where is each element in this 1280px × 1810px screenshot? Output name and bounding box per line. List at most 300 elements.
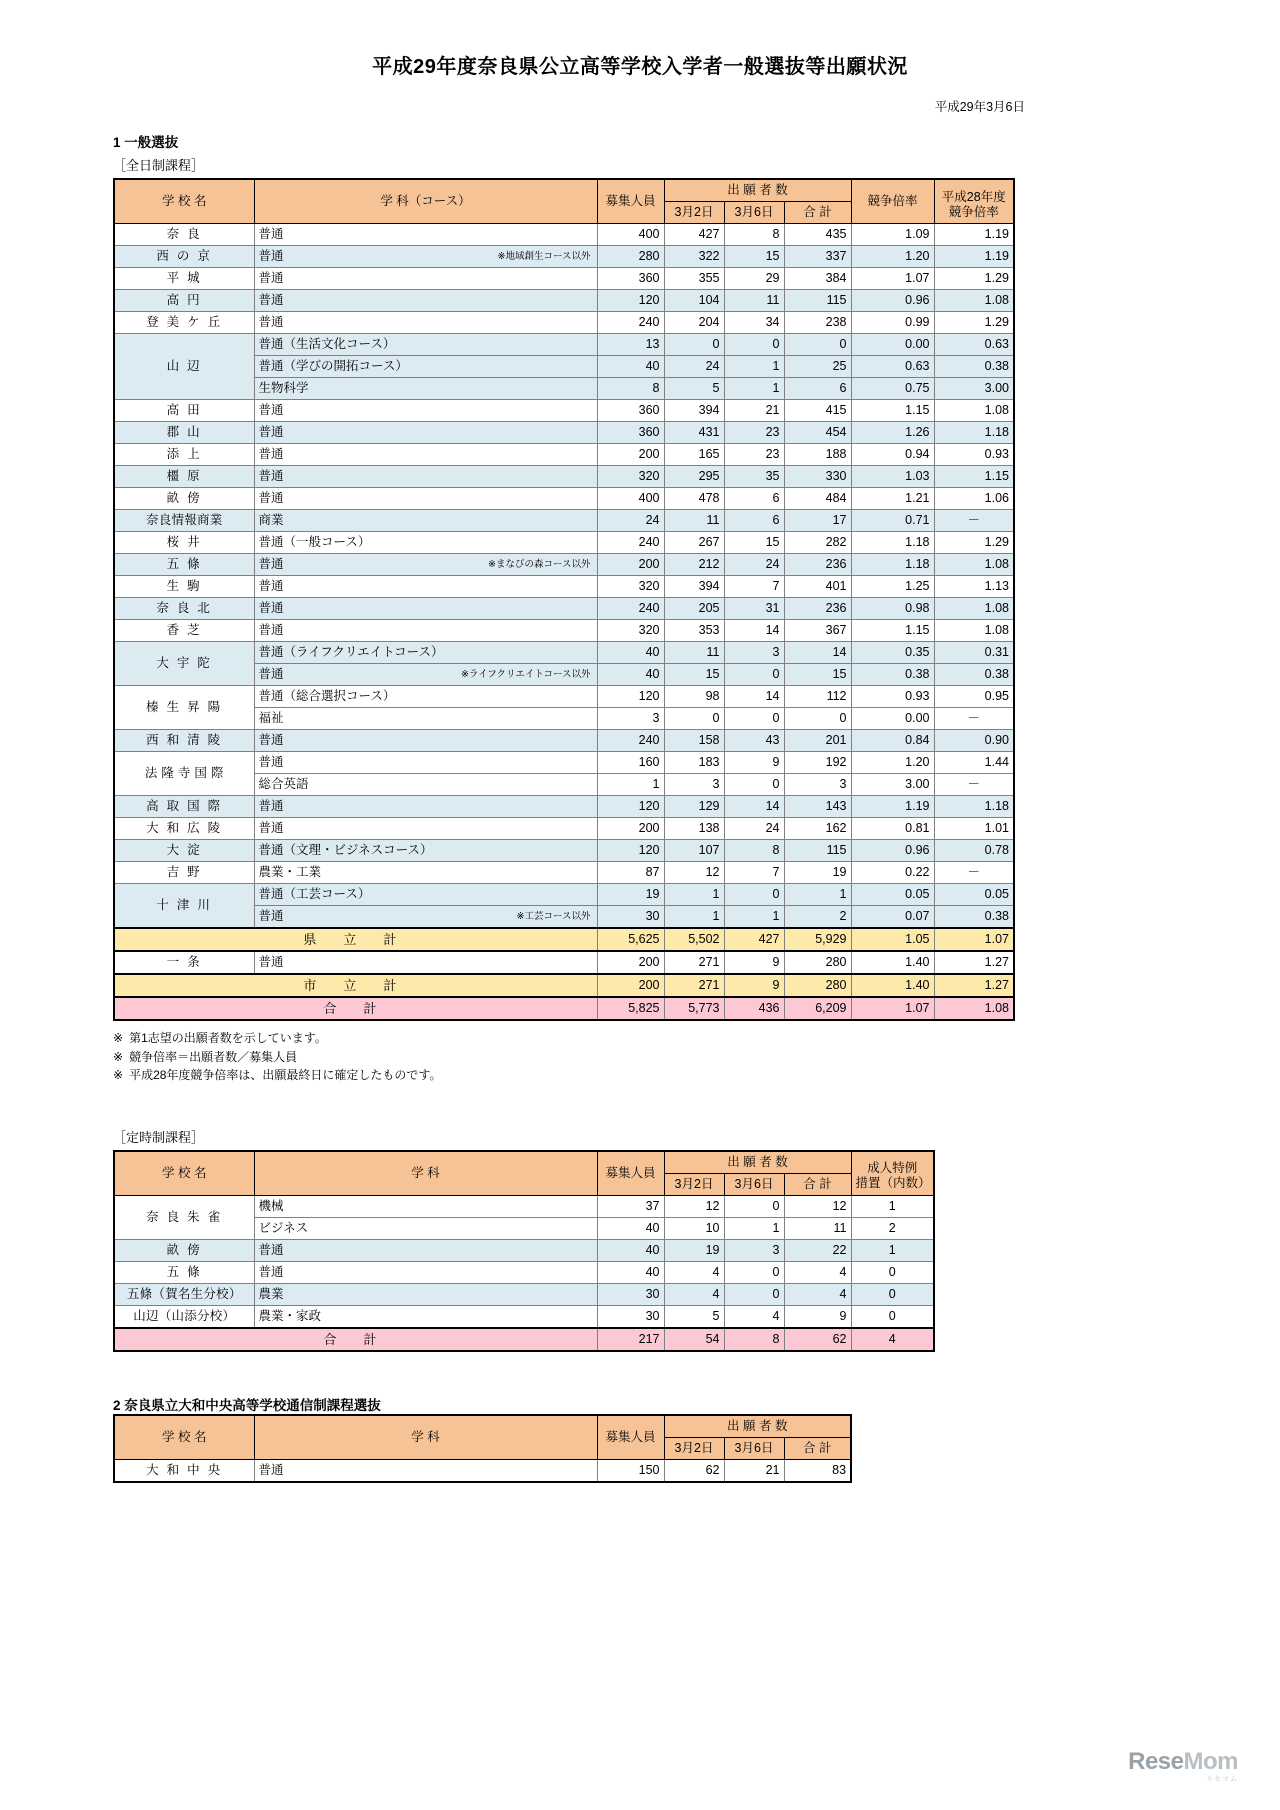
table-row <box>114 312 1014 334</box>
prev-ratio-cell: 1.19 <box>934 246 1014 268</box>
table-row <box>114 951 1014 974</box>
applicants-total-cell: 401 <box>784 576 851 598</box>
applicants-total-cell: 25 <box>784 356 851 378</box>
school-name-cell: 高 田 <box>114 400 254 422</box>
applicants-total-cell: 236 <box>784 598 851 620</box>
adult-special-cell: 2 <box>851 1217 934 1239</box>
applicants-date1-cell: 158 <box>664 730 724 752</box>
school-name-cell: 桜 井 <box>114 532 254 554</box>
capacity-cell: 24 <box>597 510 664 532</box>
col-school-2: 学 校 名 <box>114 1151 254 1196</box>
municipal-total-label: 市 立 計 <box>114 974 597 997</box>
ratio-cell: 1.18 <box>851 532 934 554</box>
capacity-cell: 360 <box>597 400 664 422</box>
department-cell: 普通 <box>254 422 597 444</box>
ratio-cell: 0.99 <box>851 312 934 334</box>
col-applicants-group: 出 願 者 数 <box>664 179 851 202</box>
department-cell: 普通（学びの開拓コース） <box>254 356 597 378</box>
applicants-date1-cell: 5 <box>664 1305 724 1328</box>
applicants-total-cell: 0 <box>784 334 851 356</box>
school-name-cell: 高 円 <box>114 290 254 312</box>
applicants-date1-cell: 11 <box>664 642 724 664</box>
applicants-date2-cell: 7 <box>724 576 784 598</box>
col-school-3: 学 校 名 <box>114 1415 254 1460</box>
department-cell: 普通 <box>254 752 597 774</box>
department-cell: 商業 <box>254 510 597 532</box>
department-cell: 普通 <box>254 1239 597 1261</box>
school-name-cell: 西 和 清 陵 <box>114 730 254 752</box>
applicants-date2-cell: 1 <box>724 378 784 400</box>
applicants-total-cell: 162 <box>784 818 851 840</box>
adult-special-cell: 0 <box>851 1261 934 1283</box>
footnote-mark: ※ <box>113 1031 124 1045</box>
school-name-cell: 生 駒 <box>114 576 254 598</box>
applicants-date2-cell: 0 <box>724 774 784 796</box>
ratio-cell: 1.18 <box>851 554 934 576</box>
applicants-total-cell: 12 <box>784 1195 851 1217</box>
col-adult-special-line1: 成人特例 <box>867 1161 918 1176</box>
prefectural-total-capacity-cell: 5,625 <box>597 928 664 951</box>
applicants-date1-cell: 394 <box>664 576 724 598</box>
applicants-date1-cell: 183 <box>664 752 724 774</box>
applicants-date1-cell: 267 <box>664 532 724 554</box>
municipal-total-prev-ratio-cell: 1.27 <box>934 974 1014 997</box>
logo-tagline: リセマム <box>1206 1776 1238 1783</box>
applicants-date2-cell: 0 <box>724 1283 784 1305</box>
applicants-date1-cell: 212 <box>664 554 724 576</box>
prev-ratio-cell: 0.31 <box>934 642 1014 664</box>
school-name-cell: 法 隆 寺 国 際 <box>114 752 254 796</box>
ratio-cell: 0.07 <box>851 906 934 929</box>
department-cell: 普通（工芸コース） <box>254 884 597 906</box>
department-cell: 普通 <box>254 576 597 598</box>
department-cell: 普通 ※工芸コース以外 <box>254 906 597 929</box>
applicants-date1-cell: 322 <box>664 246 724 268</box>
prefectural-total <box>114 928 1014 951</box>
ratio-cell: 1.07 <box>851 268 934 290</box>
applicants-total-cell: 3 <box>784 774 851 796</box>
col-capacity: 募集人員 <box>597 179 664 224</box>
col-date1-3: 3月2日 <box>664 1437 724 1459</box>
applicants-date2-cell: 15 <box>724 246 784 268</box>
applicants-date1-cell: 427 <box>664 224 724 246</box>
applicants-total-cell: 330 <box>784 466 851 488</box>
section1-heading: 1 一般選抜 <box>113 135 179 150</box>
applicants-total-cell: 2 <box>784 906 851 929</box>
prev-ratio-cell: 1.44 <box>934 752 1014 774</box>
capacity-cell: 320 <box>597 620 664 642</box>
capacity-cell: 37 <box>597 1195 664 1217</box>
department-cell: 普通 <box>254 312 597 334</box>
col-subtotal: 合 計 <box>784 202 851 224</box>
applicants-date2-cell: 9 <box>724 951 784 974</box>
applicants-date1-cell: 62 <box>664 1459 724 1482</box>
part-time-total-adult-special-cell: 4 <box>851 1328 934 1351</box>
part-time-total-applicants-date2-cell: 8 <box>724 1328 784 1351</box>
department-cell: 普通（一般コース） <box>254 532 597 554</box>
col-date2-3: 3月6日 <box>724 1437 784 1459</box>
department-cell: 生物科学 <box>254 378 597 400</box>
capacity-cell: 200 <box>597 554 664 576</box>
applicants-total-cell: 17 <box>784 510 851 532</box>
prev-ratio-cell: － <box>934 774 1014 796</box>
applicants-total-cell: 454 <box>784 422 851 444</box>
applicants-total-cell: 9 <box>784 1305 851 1328</box>
department-cell: 普通 <box>254 818 597 840</box>
applicants-total-cell: 143 <box>784 796 851 818</box>
footnote-item <box>113 1029 1280 1048</box>
department-cell: 普通 <box>254 400 597 422</box>
prev-ratio-cell: 1.19 <box>934 224 1014 246</box>
col-prev-ratio-line2: 競争倍率 <box>948 204 999 219</box>
department-note: ※工芸コース以外 <box>516 911 591 922</box>
capacity-cell: 360 <box>597 268 664 290</box>
applicants-date1-cell: 431 <box>664 422 724 444</box>
applicants-total-cell: 192 <box>784 752 851 774</box>
applicants-total-cell: 384 <box>784 268 851 290</box>
table-row <box>114 620 1014 642</box>
capacity-cell: 30 <box>597 906 664 929</box>
col-prev-ratio <box>934 179 1014 224</box>
school-name-cell: 大 和 広 陵 <box>114 818 254 840</box>
department-cell: 普通 <box>254 620 597 642</box>
prev-ratio-cell: 1.08 <box>934 620 1014 642</box>
table-row <box>114 334 1014 356</box>
applicants-date2-cell: 0 <box>724 664 784 686</box>
department-cell: 普通 ※地域創生コース以外 <box>254 246 597 268</box>
table-row <box>114 1459 851 1482</box>
applicants-date1-cell: 15 <box>664 664 724 686</box>
department-cell: 普通（ライフクリエイトコース） <box>254 642 597 664</box>
school-name-cell: 西 の 京 <box>114 246 254 268</box>
capacity-cell: 3 <box>597 708 664 730</box>
prev-ratio-cell: 0.38 <box>934 906 1014 929</box>
table-row <box>114 1195 934 1217</box>
section3-heading: 2 奈良県立大和中央高等学校通信制課程選抜 <box>113 1397 381 1413</box>
school-name-cell: 畝 傍 <box>114 1239 254 1261</box>
applicants-date2-cell: 7 <box>724 862 784 884</box>
table-row <box>114 488 1014 510</box>
footnote-item <box>113 1048 1280 1067</box>
prefectural-total-applicants-date1-cell: 5,502 <box>664 928 724 951</box>
applicants-total-cell: 188 <box>784 444 851 466</box>
school-name-cell: 大 和 中 央 <box>114 1459 254 1482</box>
school-name-cell: 五 條 <box>114 554 254 576</box>
adult-special-cell: 0 <box>851 1283 934 1305</box>
table-row <box>114 862 1014 884</box>
capacity-cell: 40 <box>597 642 664 664</box>
school-name-cell: 山 辺 <box>114 334 254 400</box>
table-row <box>114 224 1014 246</box>
applicants-date2-cell: 14 <box>724 686 784 708</box>
capacity-cell: 30 <box>597 1305 664 1328</box>
capacity-cell: 120 <box>597 796 664 818</box>
col-department-2: 学 科 <box>254 1151 597 1196</box>
ratio-cell: 1.15 <box>851 400 934 422</box>
applicants-date2-cell: 14 <box>724 620 784 642</box>
ratio-cell: 1.09 <box>851 224 934 246</box>
prev-ratio-cell: 1.15 <box>934 466 1014 488</box>
section2-subheading: ［定時制課程］ <box>113 1129 205 1145</box>
applicants-date1-cell: 12 <box>664 1195 724 1217</box>
col-subtotal-3: 合 計 <box>784 1437 851 1459</box>
grand-total-prev-ratio-cell: 1.08 <box>934 997 1014 1020</box>
col-subtotal-2: 合 計 <box>784 1173 851 1195</box>
prev-ratio-cell: 1.18 <box>934 422 1014 444</box>
prefectural-total-applicants-date2-cell: 427 <box>724 928 784 951</box>
department-cell: 普通（総合選択コース） <box>254 686 597 708</box>
prev-ratio-cell: 0.93 <box>934 444 1014 466</box>
applicants-date1-cell: 5 <box>664 378 724 400</box>
applicants-date2-cell: 1 <box>724 906 784 929</box>
prev-ratio-cell: 1.06 <box>934 488 1014 510</box>
applicants-date2-cell: 8 <box>724 840 784 862</box>
table-row <box>114 818 1014 840</box>
capacity-cell: 8 <box>597 378 664 400</box>
col-date2-2: 3月6日 <box>724 1173 784 1195</box>
col-date1: 3月2日 <box>664 202 724 224</box>
part-time-total-applicants-total-cell: 62 <box>784 1328 851 1351</box>
applicants-total-cell: 11 <box>784 1217 851 1239</box>
applicants-date2-cell: 1 <box>724 1217 784 1239</box>
applicants-total-cell: 19 <box>784 862 851 884</box>
table-row <box>114 1261 934 1283</box>
school-name-cell: 五 條 <box>114 1261 254 1283</box>
department-note: ※まなびの森コース以外 <box>488 559 591 570</box>
school-name-cell: 一 条 <box>114 951 254 974</box>
prev-ratio-cell: 0.78 <box>934 840 1014 862</box>
prev-ratio-cell: － <box>934 708 1014 730</box>
applicants-total-cell: 15 <box>784 664 851 686</box>
department-cell: 普通 <box>254 224 597 246</box>
prev-ratio-cell: 1.08 <box>934 290 1014 312</box>
part-time-total-capacity-cell: 217 <box>597 1328 664 1351</box>
school-name-cell: 奈 良 朱 雀 <box>114 1195 254 1239</box>
applicants-total-cell: 4 <box>784 1283 851 1305</box>
section1-subheading: ［全日制課程］ <box>113 158 205 173</box>
table-row <box>114 268 1014 290</box>
footnote-item <box>113 1066 1280 1085</box>
grand-total-applicants-date1-cell: 5,773 <box>664 997 724 1020</box>
col-ratio: 競争倍率 <box>851 179 934 224</box>
ratio-cell: 0.75 <box>851 378 934 400</box>
ratio-cell: 0.00 <box>851 334 934 356</box>
capacity-cell: 400 <box>597 224 664 246</box>
applicants-date2-cell: 6 <box>724 488 784 510</box>
ratio-cell: 0.38 <box>851 664 934 686</box>
general-selection-fulltime-table <box>113 178 1015 1021</box>
applicants-total-cell: 83 <box>784 1459 851 1482</box>
table-row <box>114 290 1014 312</box>
applicants-total-cell: 280 <box>784 951 851 974</box>
resemom-logo <box>1128 1748 1238 1784</box>
prev-ratio-cell: 1.29 <box>934 268 1014 290</box>
capacity-cell: 40 <box>597 1217 664 1239</box>
applicants-date1-cell: 478 <box>664 488 724 510</box>
footnote-mark: ※ <box>113 1049 124 1064</box>
table-row <box>114 686 1014 708</box>
school-name-cell: 大 宇 陀 <box>114 642 254 686</box>
department-note: ※ライフクリエイトコース以外 <box>460 669 591 680</box>
applicants-total-cell: 238 <box>784 312 851 334</box>
department-cell: 普通 <box>254 730 597 752</box>
table-row <box>114 1283 934 1305</box>
capacity-cell: 320 <box>597 576 664 598</box>
school-name-cell: 畝 傍 <box>114 488 254 510</box>
applicants-total-cell: 0 <box>784 708 851 730</box>
capacity-cell: 30 <box>597 1283 664 1305</box>
applicants-total-cell: 115 <box>784 840 851 862</box>
col-applicants-group-3: 出 願 者 数 <box>664 1415 851 1438</box>
prev-ratio-cell: 0.90 <box>934 730 1014 752</box>
department-cell: 普通 ※ライフクリエイトコース以外 <box>254 664 597 686</box>
footnote-text: 競争倍率＝出願者数／募集人員 <box>129 1049 298 1064</box>
applicants-date2-cell: 24 <box>724 818 784 840</box>
applicants-total-cell: 367 <box>784 620 851 642</box>
ratio-cell: 0.05 <box>851 884 934 906</box>
prev-ratio-cell: 0.05 <box>934 884 1014 906</box>
ratio-cell: 0.71 <box>851 510 934 532</box>
applicants-date2-cell: 34 <box>724 312 784 334</box>
ratio-cell: 0.96 <box>851 840 934 862</box>
applicants-date2-cell: 23 <box>724 422 784 444</box>
prev-ratio-cell: 3.00 <box>934 378 1014 400</box>
applicants-total-cell: 22 <box>784 1239 851 1261</box>
applicants-date1-cell: 10 <box>664 1217 724 1239</box>
capacity-cell: 280 <box>597 246 664 268</box>
applicants-date1-cell: 165 <box>664 444 724 466</box>
applicants-total-cell: 115 <box>784 290 851 312</box>
applicants-date2-cell: 0 <box>724 334 784 356</box>
ratio-cell: 0.93 <box>851 686 934 708</box>
department-cell: 普通（文理・ビジネスコース） <box>254 840 597 862</box>
ratio-cell: 0.96 <box>851 290 934 312</box>
school-name-cell: 奈良情報商業 <box>114 510 254 532</box>
applicants-date2-cell: 3 <box>724 642 784 664</box>
col-school: 学 校 名 <box>114 179 254 224</box>
prev-ratio-cell: 0.63 <box>934 334 1014 356</box>
department-cell: 普通 <box>254 268 597 290</box>
applicants-total-cell: 484 <box>784 488 851 510</box>
grand-total-applicants-total-cell: 6,209 <box>784 997 851 1020</box>
ratio-cell: 1.20 <box>851 246 934 268</box>
table-row <box>114 510 1014 532</box>
ratio-cell: 0.84 <box>851 730 934 752</box>
table-row <box>114 554 1014 576</box>
prefectural-total-ratio-cell: 1.05 <box>851 928 934 951</box>
prev-ratio-cell: 1.08 <box>934 554 1014 576</box>
applicants-date2-cell: 0 <box>724 708 784 730</box>
ratio-cell: 1.15 <box>851 620 934 642</box>
applicants-date2-cell: 0 <box>724 884 784 906</box>
school-name-cell: 吉 野 <box>114 862 254 884</box>
applicants-date2-cell: 21 <box>724 400 784 422</box>
prefectural-total-label: 県 立 計 <box>114 928 597 951</box>
applicants-date2-cell: 14 <box>724 796 784 818</box>
capacity-cell: 40 <box>597 1239 664 1261</box>
applicants-date2-cell: 8 <box>724 224 784 246</box>
department-cell: 普通 <box>254 444 597 466</box>
col-adult-special-line2: 措置（内数） <box>855 1176 931 1191</box>
capacity-cell: 87 <box>597 862 664 884</box>
ratio-cell: 1.20 <box>851 752 934 774</box>
table-row <box>114 884 1014 906</box>
prev-ratio-cell: 0.38 <box>934 664 1014 686</box>
prefectural-total-applicants-total-cell: 5,929 <box>784 928 851 951</box>
applicants-date1-cell: 4 <box>664 1261 724 1283</box>
municipal-total <box>114 974 1014 997</box>
municipal-total-applicants-total-cell: 280 <box>784 974 851 997</box>
department-cell: 農業・工業 <box>254 862 597 884</box>
prev-ratio-cell: 1.13 <box>934 576 1014 598</box>
capacity-cell: 160 <box>597 752 664 774</box>
prev-ratio-cell: 1.08 <box>934 598 1014 620</box>
department-cell: ビジネス <box>254 1217 597 1239</box>
capacity-cell: 240 <box>597 312 664 334</box>
footnotes <box>113 1029 1280 1085</box>
capacity-cell: 360 <box>597 422 664 444</box>
applicants-total-cell: 4 <box>784 1261 851 1283</box>
applicants-date1-cell: 3 <box>664 774 724 796</box>
table-row <box>114 246 1014 268</box>
grand-total <box>114 997 1014 1020</box>
ratio-cell: 1.40 <box>851 951 934 974</box>
municipal-total-applicants-date2-cell: 9 <box>724 974 784 997</box>
prev-ratio-cell: 1.27 <box>934 951 1014 974</box>
applicants-date1-cell: 104 <box>664 290 724 312</box>
table-row <box>114 642 1014 664</box>
ratio-cell: 0.00 <box>851 708 934 730</box>
applicants-total-cell: 236 <box>784 554 851 576</box>
school-name-cell: 奈 良 北 <box>114 598 254 620</box>
footnote-text: 第1志望の出願者数を示しています。 <box>129 1031 327 1045</box>
capacity-cell: 200 <box>597 951 664 974</box>
school-name-cell: 高 取 国 際 <box>114 796 254 818</box>
school-name-cell: 添 上 <box>114 444 254 466</box>
school-name-cell: 山辺（山添分校） <box>114 1305 254 1328</box>
applicants-total-cell: 337 <box>784 246 851 268</box>
department-cell: 総合英語 <box>254 774 597 796</box>
adult-special-cell: 1 <box>851 1195 934 1217</box>
applicants-date2-cell: 9 <box>724 752 784 774</box>
adult-special-cell: 0 <box>851 1305 934 1328</box>
prev-ratio-cell: － <box>934 510 1014 532</box>
capacity-cell: 40 <box>597 356 664 378</box>
school-name-cell: 香 芝 <box>114 620 254 642</box>
applicants-date1-cell: 4 <box>664 1283 724 1305</box>
table-row <box>114 1239 934 1261</box>
school-name-cell: 奈 良 <box>114 224 254 246</box>
part-time-total-label: 合 計 <box>114 1328 597 1351</box>
capacity-cell: 200 <box>597 444 664 466</box>
table-row <box>114 532 1014 554</box>
school-name-cell: 十 津 川 <box>114 884 254 929</box>
applicants-date2-cell: 24 <box>724 554 784 576</box>
ratio-cell: 0.63 <box>851 356 934 378</box>
ratio-cell: 0.98 <box>851 598 934 620</box>
page-title: 平成29年度奈良県公立高等学校入学者一般選抜等出願状況 <box>372 56 908 78</box>
applicants-date2-cell: 3 <box>724 1239 784 1261</box>
department-note: ※地域創生コース以外 <box>497 251 591 262</box>
prev-ratio-cell: 1.29 <box>934 312 1014 334</box>
grand-total-label: 合 計 <box>114 997 597 1020</box>
applicants-total-cell: 1 <box>784 884 851 906</box>
col-capacity-3: 募集人員 <box>597 1415 664 1460</box>
applicants-date2-cell: 11 <box>724 290 784 312</box>
applicants-date1-cell: 1 <box>664 906 724 929</box>
logo-mom: Mom <box>1183 1748 1238 1775</box>
department-cell: 農業 <box>254 1283 597 1305</box>
